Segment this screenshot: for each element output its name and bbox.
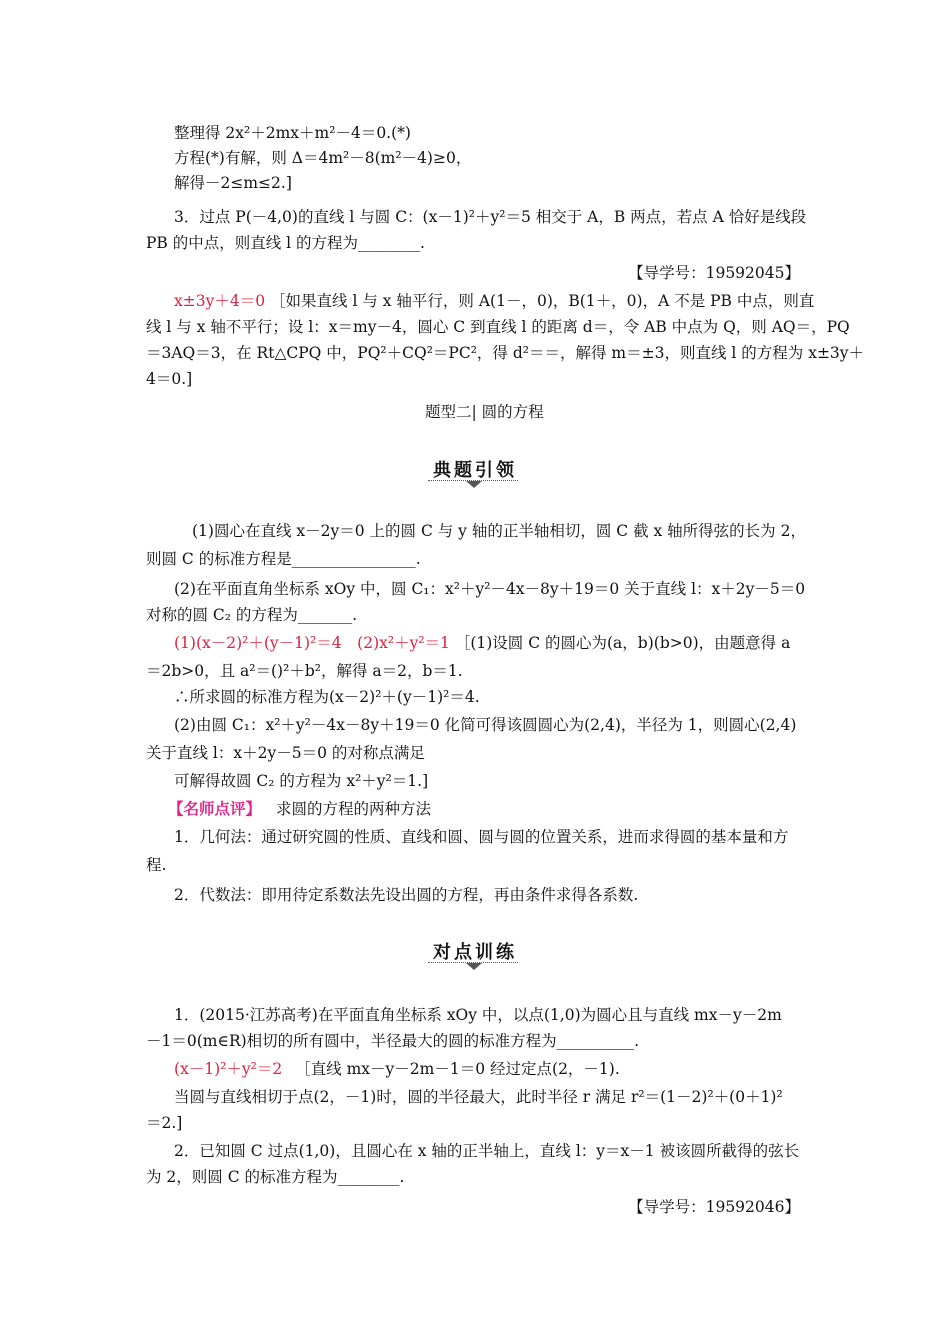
text-line: 整理得 2x²＋2mx＋m²－4＝0.(*) [174,124,411,142]
text-line: 程. [146,856,167,874]
text-line: 当圆与直线相切于点(2，－1)时，圆的半径最大，此时半径 r 满足 r²＝(1－2)²＋(0＋1)² [174,1088,783,1106]
section-title: 题型二| 圆的方程 [425,403,544,421]
text-line: 对称的圆 C₂ 的方程为_______. [146,606,358,624]
text-line: 可解得故圆 C₂ 的方程为 x²＋y²＝1.] [174,772,429,790]
answer-line [174,632,790,654]
reference-number: 【导学号：19592045】 [628,264,800,282]
text-line: 则圆 C 的标准方程是________________. [146,550,421,568]
text-line: －1＝0(m∈R)相切的所有圆中，半径最大的圆的标准方程为__________. [146,1032,640,1050]
text-line: 线 l 与 x 轴不平行；设 l：x＝my－4，圆心 C 到直线 l 的距离 d＝，令 AB 中点为 Q，则 AQ＝，PQ [146,318,850,336]
example-1: (1)圆心在直线 x－2y＝0 上的圆 C 与 y 轴的正半轴相切，圆 C 截 x 轴所得弦的长为 2， [192,522,806,540]
commentary-label: 【名师点评】 [168,799,262,818]
practice-1-answer-line [174,1058,620,1080]
practice-1-explain: ［直线 mx－y－2m－1＝0 经过定点(2，－1). [295,1060,620,1078]
answer-3-line [174,290,814,312]
text-line: ＝2.] [146,1114,183,1132]
text-line: 关于直线 l：x＋2y－5＝0 的对称点满足 [146,744,425,762]
practice-1: 1．(2015·江苏高考)在平面直角坐标系 xOy 中，以点(1,0)为圆心且与直线 mx－y－2m [174,1006,782,1024]
text-line: 2．代数法：即用待定系数法先设出圆的方程，再由条件求得各系数. [174,886,639,904]
answer-3-explain: ［如果直线 l 与 x 轴平行，则 A(1－，0)，B(1＋，0)，A 不是 PB 中点，则直 [270,292,815,310]
answer-3: x±3y＋4＝0 [174,292,266,310]
practice-2: 2．已知圆 C 过点(1,0)，且圆心在 x 轴的正半轴上，直线 l：y＝x－1 被该圆所截得的弦长 [174,1142,800,1160]
question-3-cont: PB 的中点，则直线 l 的方程为________. [146,234,425,252]
text-line: 解得－2≤m≤2.] [174,174,292,192]
text-line: 1．几何法：通过研究圆的性质、直线和圆、圆与圆的位置关系，进而求得圆的基本量和方 [174,828,789,846]
text-line: 为 2，则圆 C 的标准方程为________. [146,1168,405,1186]
heading-dianti: 典题引领 [433,460,517,481]
answer-explain: ［(1)设圆 C 的圆心为(a，b)(b>0)，由题意得 a [454,634,791,652]
text-line: 4＝0.] [146,370,193,388]
text-line: 方程(*)有解，则 Δ＝4m²－8(m²－4)≥0， [174,149,472,167]
commentary-line [168,798,431,820]
practice-1-answer: (x－1)²＋y²＝2 [174,1060,283,1078]
commentary-title: 求圆的方程的两种方法 [275,800,431,818]
example-2: (2)在平面直角坐标系 xOy 中，圆 C₁：x²＋y²－4x－8y＋19＝0 关于直线 l：x＋2y－5＝0 [174,580,806,598]
triangle-down-icon [466,481,482,488]
text-line: ∴所求圆的标准方程为(x－2)²＋(y－1)²＝4. [174,688,480,706]
text-line: (2)由圆 C₁：x²＋y²－4x－8y＋19＝0 化简可得该圆圆心为(2,4)，半径为 1，则圆心(2,4) [174,716,797,734]
answer-values: (1)(x－2)²＋(y－1)²＝4 (2)x²＋y²＝1 [174,634,450,652]
triangle-down-icon [466,963,482,970]
text-line: ＝2b>0，且 a²＝()²＋b²，解得 a＝2，b＝1. [146,662,463,680]
reference-number: 【导学号：19592046】 [628,1198,800,1216]
heading-duidian: 对点训练 [433,942,517,963]
question-3: 3．过点 P(－4,0)的直线 l 与圆 C：(x－1)²＋y²＝5 相交于 A，B 两点，若点 A 恰好是线段 [174,208,807,226]
text-line: ＝3AQ＝3，在 Rt△CPQ 中，PQ²＋CQ²＝PC²，得 d²＝＝，解得 m＝±3，则直线 l 的方程为 x±3y＋ [146,344,865,362]
